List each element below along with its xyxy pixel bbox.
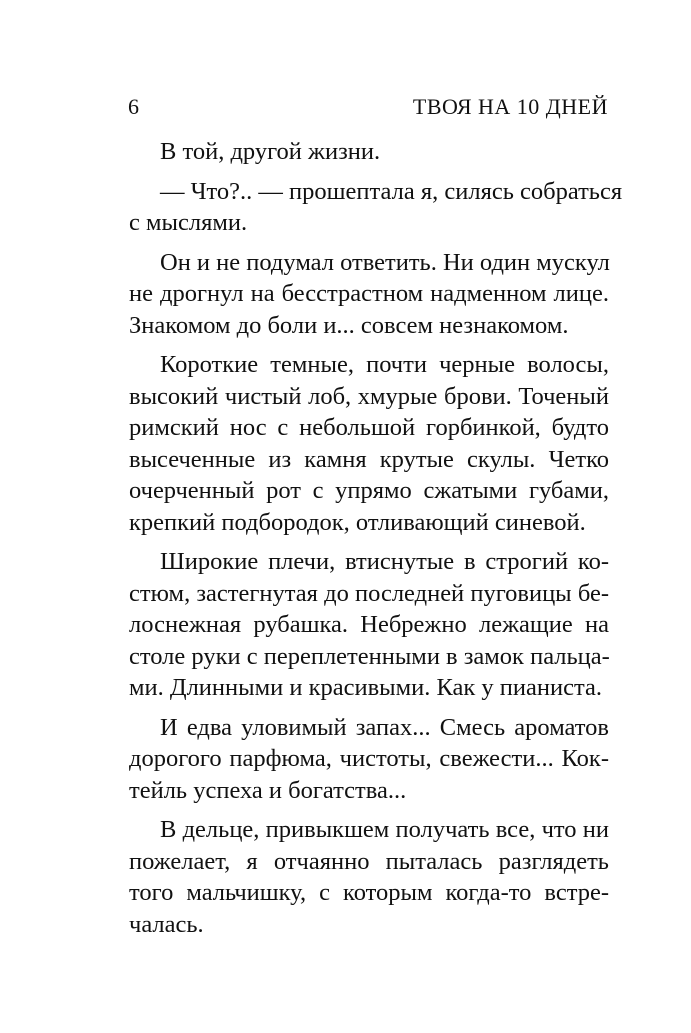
text-line: Короткие темные, почти черные волосы, <box>160 351 609 378</box>
text-line: очерченный рот с упрямо сжатыми губами, <box>129 477 609 504</box>
text-line: Он и не подумал ответить. Ни один мускул <box>160 248 610 276</box>
text-line: тейль успеха и богатства... <box>129 776 407 804</box>
text-line: римский нос с небольшой горбинкой, будто <box>129 414 609 441</box>
text-line: не дрогнул на бесстрастном надменном лице. <box>129 280 609 307</box>
text-line: столе руки с переплетенными в замок пальца- <box>129 642 610 670</box>
text-line: чалась. <box>129 910 204 938</box>
text-line: лоснежная рубашка. Небрежно лежащие на <box>129 611 609 638</box>
text-line: В дельце, привыкшем получать все, что ни <box>160 816 609 843</box>
page-number: 6 <box>128 94 139 119</box>
text-line: того мальчишку, с которым когда-то встре- <box>129 879 609 906</box>
text-line: стюм, застегнутая до последней пуговицы бе- <box>129 579 609 607</box>
paragraph <box>129 176 623 239</box>
paragraph <box>129 136 609 168</box>
text-line: крепкий подбородок, отливающий синевой. <box>129 508 586 536</box>
body-text <box>129 136 623 948</box>
text-line: дорогого парфюма, чистоты, свежести... Кок- <box>129 745 609 772</box>
text-line: В той, другой жизни. <box>160 138 381 165</box>
text-line: высеченные из камня крутые скулы. Четко <box>129 445 609 473</box>
paragraph <box>129 349 609 538</box>
text-line: Знакомом до боли и... совсем незнакомом. <box>129 311 569 339</box>
paragraph <box>129 546 609 704</box>
running-head-title: ТВОЯ НА 10 ДНЕЙ <box>412 94 608 119</box>
text-line: — Что?.. — прошептала я, силясь собраться <box>160 177 623 205</box>
paragraph <box>129 712 609 807</box>
text-line: высокий чистый лоб, хмурые брови. Точеный <box>129 382 609 410</box>
text-line: ми. Длинными и красивыми. Как у пианиста. <box>129 674 602 701</box>
text-line: Широкие плечи, втиснутые в строгий ко- <box>160 548 609 575</box>
text-line: с мыслями. <box>129 209 248 236</box>
text-line: пожелает, я отчаянно пыталась разглядеть <box>129 847 609 875</box>
text-line: И едва уловимый запах... Смесь ароматов <box>160 713 609 741</box>
paragraph <box>129 814 609 940</box>
paragraph <box>129 247 609 342</box>
